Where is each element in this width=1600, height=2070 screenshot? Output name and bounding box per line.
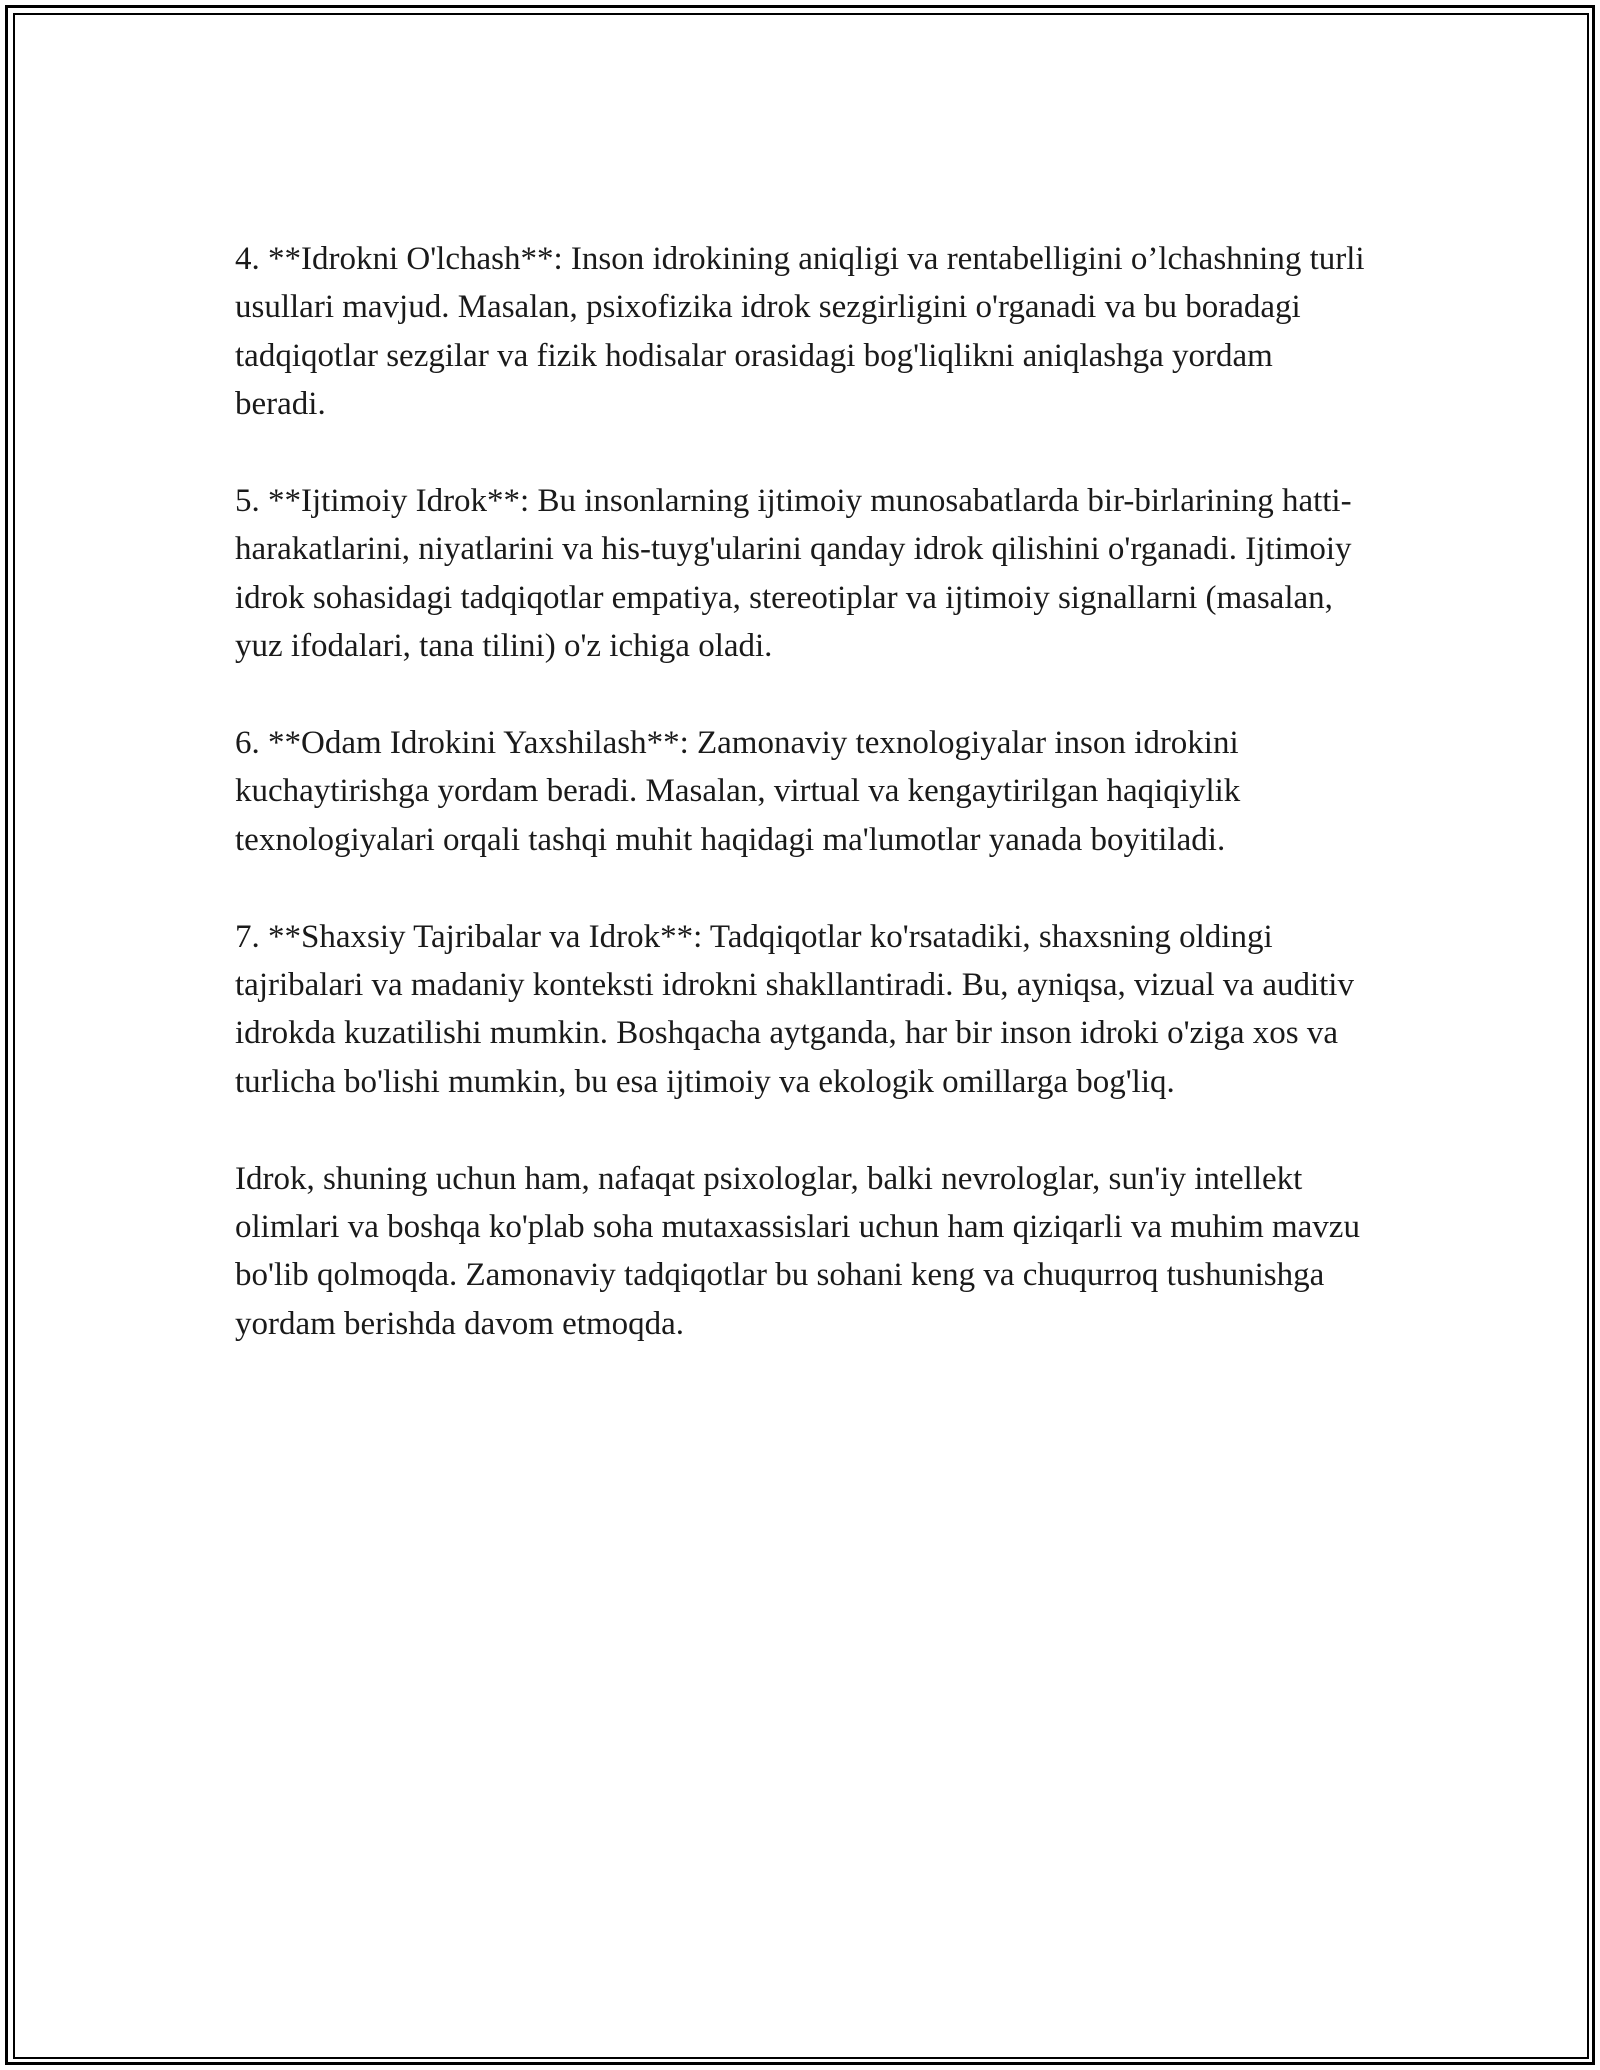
paragraph-personal-experience: 7. **Shaxsiy Tajribalar va Idrok**: Tadqiqotlar ko'rsatadiki, shaxsning oldingi tajribalari va madaniy konteksti idrokni shakllantiradi. Bu, ayniqsa, vizual va auditiv idrokda kuzatilishi mumkin. Boshqacha aytganda, har bir inson idroki o'ziga xos va turlicha bo'lishi mumkin, bu esa ijtimoiy va ekologik omillarga bog'liq. [235, 918, 1354, 1100]
document-body [235, 235, 1370, 1397]
paragraph-conclusion: Idrok, shuning uchun ham, nafaqat psixologlar, balki nevrologlar, sun'iy intellekt olimlari va boshqa ko'plab soha mutaxassislari uchun ham qiziqarli va muhim mavzu bo'lib qolmoqda. Zamonaviy tadqiqotlar bu sohani keng va chuqurroq tushunishga yordam berishda davom etmoqda. [235, 1160, 1360, 1342]
paragraph-social-perception: 5. **Ijtimoiy Idrok**: Bu insonlarning ijtimoiy munosabatlarda bir-birlarining hatti-harakatlarini, niyatlarini va his-tuyg'ularini qanday idrok qilishini o'rganadi. Ijtimoiy idrok sohasidagi tadqiqotlar empatiya, stereotiplar va ijtimoiy signallarni (masalan, yuz ifodalari, tana tilini) o'z ichiga oladi. [235, 483, 1352, 665]
paragraph-measuring-perception: 4. **Idrokni O'lchash**: Inson idrokining aniqligi va rentabelligini o’lchashning turli usullari mavjud. Masalan, psixofizika idrok sezgirligini o'rganadi va bu boradagi tadqiqotlar sezgilar va fizik hodisalar orasidagi bog'liqlikni aniqlashga yordam beradi. [235, 241, 1365, 423]
paragraph-improving-perception: 6. **Odam Idrokini Yaxshilash**: Zamonaviy texnologiyalar inson idrokini kuchaytirishga yordam beradi. Masalan, virtual va kengaytirilgan haqiqiylik texnologiyalari orqali tashqi muhit haqidagi ma'lumotlar yanada boyitiladi. [235, 725, 1241, 858]
